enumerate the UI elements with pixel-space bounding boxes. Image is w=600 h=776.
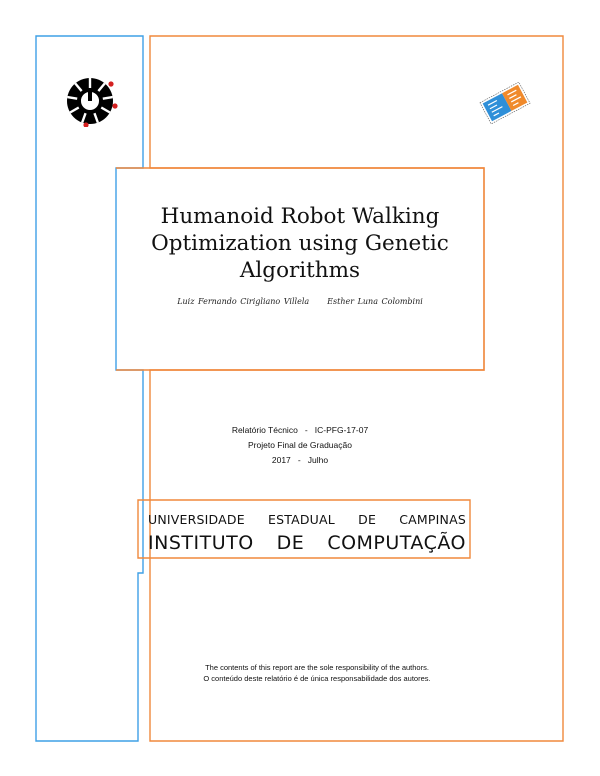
blue-frame-line xyxy=(36,36,143,741)
disclaimer-portuguese: O conteúdo deste relatório é de única responsabilidade dos autores. xyxy=(203,674,431,683)
authors-line xyxy=(118,297,482,306)
unicamp-logo xyxy=(60,75,120,127)
orange-frame-line xyxy=(138,36,563,741)
disclaimer-english: The contents of this report are the sole responsibility of the authors. xyxy=(205,663,429,672)
disclaimer xyxy=(0,662,600,684)
institute-word: COMPUTAÇÃO xyxy=(327,532,466,554)
university-word: UNIVERSIDADE xyxy=(148,512,245,527)
institute-word: DE xyxy=(276,532,305,554)
institute-word: INSTITUTO xyxy=(148,532,254,554)
university-word: ESTADUAL xyxy=(268,512,335,527)
report-info xyxy=(0,423,600,468)
university-word: DE xyxy=(358,512,377,527)
report-number: Relatório Técnico - IC-PFG-17-07 xyxy=(231,425,369,435)
author-name: Luiz Fernando Cirigliano Villela xyxy=(177,297,310,306)
report-date: 2017 - Julho xyxy=(271,455,329,465)
institute-name xyxy=(148,532,466,554)
report-title: Humanoid Robot Walking Optimization using Genetic Algorithms xyxy=(151,204,449,283)
university-word: CAMPINAS xyxy=(399,512,466,527)
author-name: Esther Luna Colombini xyxy=(327,297,423,306)
report-type: Projeto Final de Graduação xyxy=(248,440,352,450)
ic-logo xyxy=(476,82,534,124)
university-name xyxy=(148,512,466,527)
